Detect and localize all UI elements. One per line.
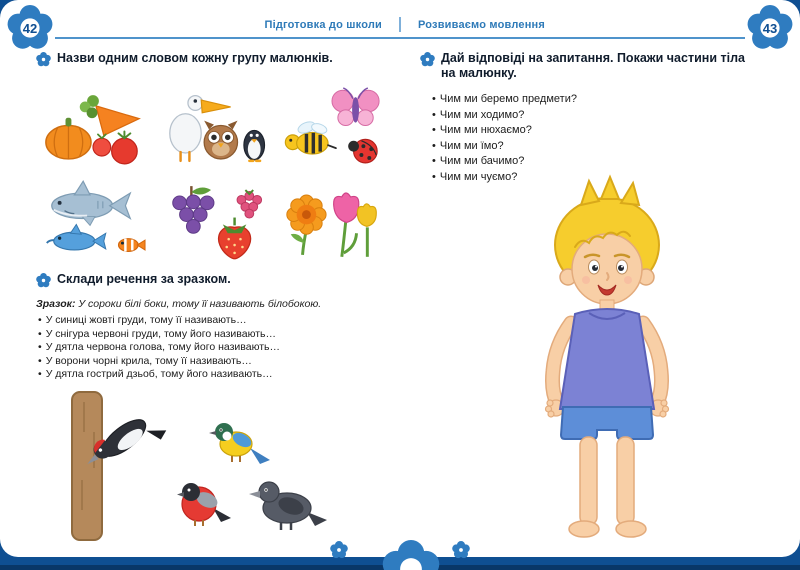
forest-birds-illustration [44, 388, 336, 542]
bullet: • [432, 170, 436, 183]
decor-flower-icon [330, 541, 348, 559]
insects-group [271, 84, 390, 172]
example-text: У сороки білі боки, тому її називають білобокою. [78, 298, 322, 310]
question-text: Чим ми їмо? [439, 139, 504, 152]
sentence-text: У дятла гострий дзьоб, тому його називають… [45, 368, 273, 380]
right-task-title: Дай відповіді на запитання. Покажи частини тіла на малюнку. [441, 51, 745, 80]
sentences-list [38, 314, 398, 382]
question-item [432, 92, 732, 108]
bullet: • [38, 314, 42, 326]
sentence-item [38, 341, 398, 355]
question-item [432, 139, 732, 155]
sentence-text: У снігура червоні груди, тому його називають… [45, 327, 277, 340]
bullet: • [432, 108, 436, 121]
question-text: Чим ми беремо предмети? [439, 93, 577, 105]
header-divider [399, 17, 401, 32]
sentence-text: У ворони чорні крила, тому її називають… [45, 354, 252, 367]
sentence-text: У синиці жовті груди, тому її називають… [45, 314, 247, 326]
vegetables-group [34, 84, 153, 172]
page-number-badge-right [747, 5, 793, 51]
question-text: Чим ми чуємо? [439, 170, 518, 183]
page-number: 43 [762, 20, 778, 36]
birds-illustration [158, 86, 266, 170]
sea-animals-group [34, 176, 153, 264]
sentence-item [38, 328, 398, 342]
bullet: • [38, 368, 42, 380]
example-label: Зразок: [36, 298, 76, 310]
bullet: • [38, 341, 42, 353]
task1-header [36, 51, 396, 67]
decor-flower-icon [452, 541, 470, 559]
question-item [432, 108, 732, 124]
sea-animals-illustration [39, 178, 147, 262]
task2-title: Склади речення за зразком. [57, 272, 231, 286]
task2-header [36, 272, 396, 288]
berries-illustration [158, 178, 266, 262]
question-text: Чим ми бачимо? [439, 155, 525, 167]
sentence-text: У дятла червона голова, тому його називають… [45, 341, 280, 353]
bullet: • [38, 354, 42, 367]
sentence-item [38, 314, 398, 328]
decor-flower-icon [382, 540, 440, 570]
bullet: • [38, 327, 42, 340]
question-item [432, 154, 732, 170]
flowers-group [271, 176, 390, 264]
bullet: • [432, 155, 436, 167]
page-number-badge-left [7, 5, 53, 51]
task-flower-icon [36, 52, 51, 67]
birds-group [153, 84, 272, 172]
task1-title: Назви одним словом кожну групу малюнків. [57, 51, 333, 65]
question-text: Чим ми ходимо? [439, 108, 525, 121]
header-rule [55, 37, 745, 39]
vegetables-illustration [39, 86, 147, 170]
bullet: • [432, 124, 436, 136]
insects-illustration [277, 86, 385, 170]
right-running-head: Розвиваємо мовлення [418, 19, 546, 31]
page-number: 42 [22, 20, 38, 36]
sentence-item [38, 355, 398, 369]
left-running-head: Підготовка до школи [264, 19, 382, 31]
example-sentence [36, 298, 396, 310]
berries-group [153, 176, 272, 264]
flowers-illustration [277, 178, 385, 262]
bullet: • [432, 93, 436, 105]
bullet: • [432, 139, 436, 152]
questions-list [432, 92, 732, 185]
task-flower-icon [420, 52, 435, 67]
task-flower-icon [36, 273, 51, 288]
right-task-header [420, 51, 762, 81]
sentence-item [38, 368, 398, 382]
picture-groups-grid [34, 84, 390, 264]
boy-illustration [505, 173, 710, 549]
question-text: Чим ми нюхаємо? [439, 124, 532, 136]
question-item [432, 123, 732, 139]
